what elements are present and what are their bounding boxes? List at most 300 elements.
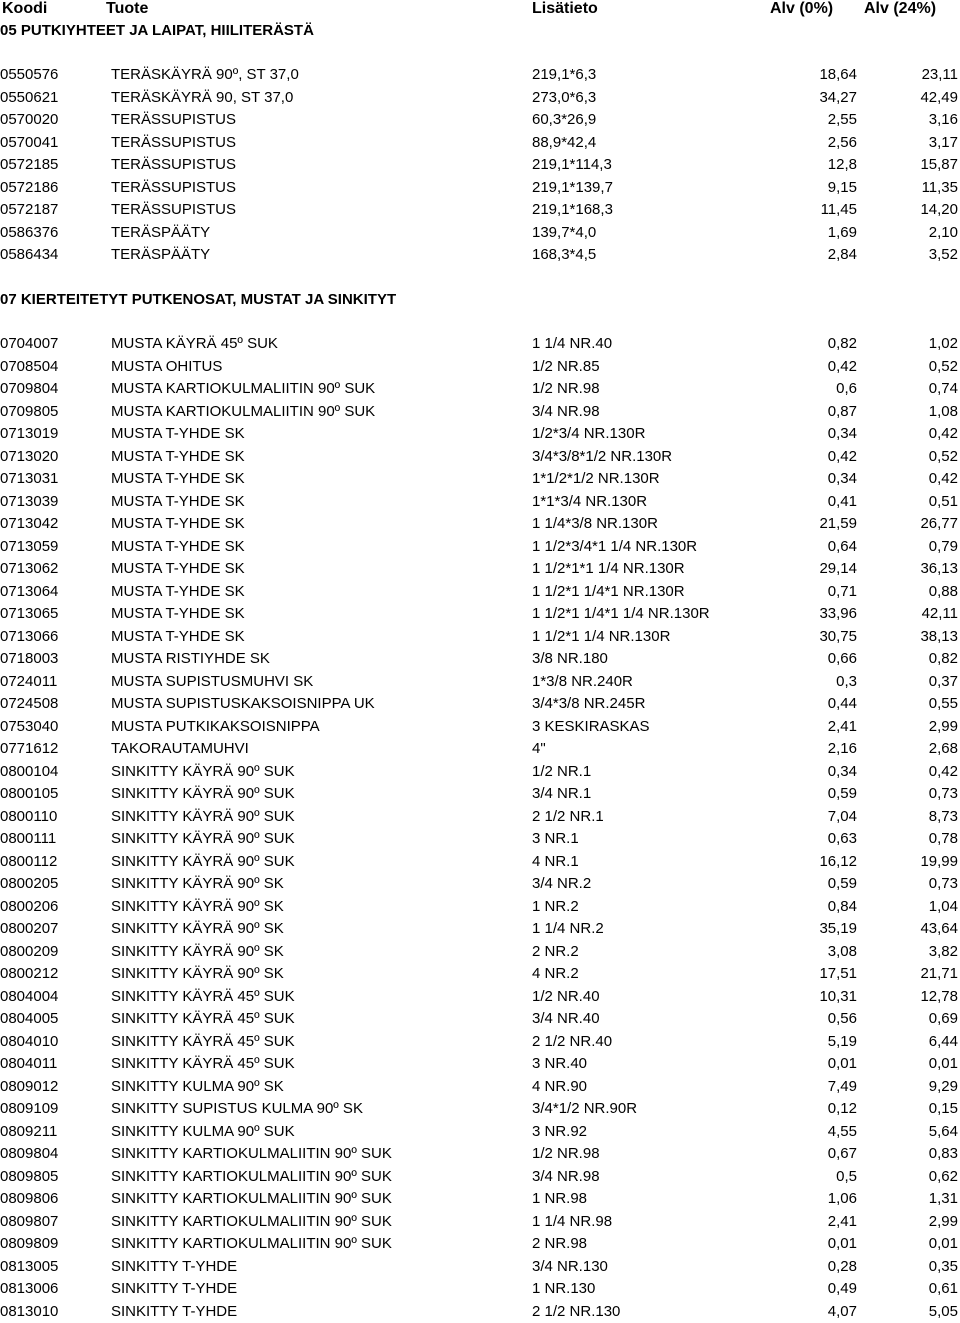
price-alv24: 0,42 — [929, 761, 958, 784]
price-alv0: 0,63 — [828, 828, 857, 851]
product-info: 2 1/2 NR.1 — [532, 806, 604, 829]
product-name: MUSTA T-YHDE SK — [111, 536, 245, 559]
product-code: 0704007 — [0, 333, 58, 356]
product-name: SINKITTY KÄYRÄ 45º SUK — [111, 1008, 295, 1031]
section-title: 05 PUTKIYHTEET JA LAIPAT, HIILITERÄSTÄ — [0, 22, 314, 40]
product-info: 1 1/4 NR.2 — [532, 918, 604, 941]
price-alv24: 21,71 — [920, 963, 958, 986]
price-alv0: 0,67 — [828, 1143, 857, 1166]
product-info: 3 NR.1 — [532, 828, 579, 851]
header-alv0: Alv (0%) — [770, 0, 833, 18]
product-info: 1 1/4*3/8 NR.130R — [532, 513, 658, 536]
product-name: SINKITTY T-YHDE — [111, 1301, 237, 1323]
table-row — [0, 941, 960, 964]
price-alv0: 7,49 — [828, 1076, 857, 1099]
price-alv0: 0,87 — [828, 401, 857, 424]
price-alv24: 3,82 — [929, 941, 958, 964]
product-info: 1*3/8 NR.240R — [532, 671, 633, 694]
product-info: 219,1*6,3 — [532, 64, 596, 87]
product-code: 0809809 — [0, 1233, 58, 1256]
product-info: 3/4 NR.98 — [532, 401, 600, 424]
price-alv0: 0,5 — [836, 1166, 857, 1189]
product-name: TERÄSPÄÄTY — [111, 222, 210, 245]
price-alv24: 0,88 — [929, 581, 958, 604]
price-alv24: 0,79 — [929, 536, 958, 559]
product-code: 0713042 — [0, 513, 58, 536]
table-row — [0, 491, 960, 514]
product-name: MUSTA OHITUS — [111, 356, 222, 379]
product-name: SINKITTY KÄYRÄ 90º SUK — [111, 851, 295, 874]
price-alv24: 0,01 — [929, 1233, 958, 1256]
price-alv0: 0,84 — [828, 896, 857, 919]
product-info: 3/4 NR.2 — [532, 873, 591, 896]
product-name: MUSTA T-YHDE SK — [111, 558, 245, 581]
product-code: 0724508 — [0, 693, 58, 716]
product-code: 0800110 — [0, 806, 57, 829]
product-name: SINKITTY KULMA 90º SK — [111, 1076, 284, 1099]
price-alv0: 0,34 — [828, 423, 857, 446]
table-row — [0, 154, 960, 177]
price-alv24: 0,42 — [929, 423, 958, 446]
product-name: MUSTA KARTIOKULMALIITIN 90º SUK — [111, 378, 375, 401]
price-alv24: 1,08 — [929, 401, 958, 424]
table-row — [0, 581, 960, 604]
price-alv0: 0,59 — [828, 873, 857, 896]
product-name: MUSTA KARTIOKULMALIITIN 90º SUK — [111, 401, 375, 424]
product-code: 0550576 — [0, 64, 58, 87]
product-name: SINKITTY T-YHDE — [111, 1278, 237, 1301]
header-tuote: Tuote — [106, 0, 148, 18]
product-info: 3/4 NR.98 — [532, 1166, 600, 1189]
table-row — [0, 626, 960, 649]
price-alv24: 11,35 — [922, 177, 958, 200]
price-alv24: 0,01 — [929, 1053, 958, 1076]
table-row — [0, 986, 960, 1009]
product-code: 0804010 — [0, 1031, 58, 1054]
product-name: SINKITTY SUPISTUS KULMA 90º SK — [111, 1098, 363, 1121]
product-code: 0800206 — [0, 896, 58, 919]
product-name: TERÄSSUPISTUS — [111, 177, 236, 200]
product-name: SINKITTY KARTIOKULMALIITIN 90º SUK — [111, 1188, 392, 1211]
price-alv0: 0,44 — [828, 693, 857, 716]
table-row — [0, 603, 960, 626]
table-row — [0, 806, 960, 829]
product-info: 60,3*26,9 — [532, 109, 596, 132]
product-info: 219,1*114,3 — [532, 154, 612, 177]
product-name: TAKORAUTAMUHVI — [111, 738, 249, 761]
table-row — [0, 896, 960, 919]
product-info: 3/4*3/8*1/2 NR.130R — [532, 446, 672, 469]
table-row — [0, 1256, 960, 1279]
price-alv0: 2,41 — [828, 1211, 857, 1234]
table-row — [0, 558, 960, 581]
price-alv0: 1,69 — [828, 222, 857, 245]
price-alv0: 29,14 — [819, 558, 857, 581]
table-row — [0, 828, 960, 851]
price-alv24: 0,42 — [929, 468, 958, 491]
product-name: SINKITTY KARTIOKULMALIITIN 90º SUK — [111, 1233, 392, 1256]
table-row — [0, 851, 960, 874]
price-alv0: 0,34 — [828, 761, 857, 784]
product-code: 0572187 — [0, 199, 58, 222]
table-row — [0, 177, 960, 200]
price-alv24: 3,52 — [929, 244, 958, 267]
table-row — [0, 378, 960, 401]
product-code: 0724011 — [0, 671, 57, 694]
product-name: MUSTA PUTKIKAKSOISNIPPA — [111, 716, 320, 739]
product-info: 3 NR.40 — [532, 1053, 587, 1076]
product-name: MUSTA RISTIYHDE SK — [111, 648, 270, 671]
product-name: SINKITTY KÄYRÄ 90º SK — [111, 896, 284, 919]
product-name: MUSTA T-YHDE SK — [111, 446, 245, 469]
table-row — [0, 1233, 960, 1256]
price-alv24: 8,73 — [929, 806, 958, 829]
price-alv24: 2,10 — [929, 222, 958, 245]
price-alv24: 3,16 — [929, 109, 958, 132]
table-row — [0, 761, 960, 784]
table-row — [0, 356, 960, 379]
price-alv24: 42,11 — [922, 603, 958, 626]
price-alv24: 0,55 — [929, 693, 958, 716]
price-alv0: 21,59 — [819, 513, 857, 536]
price-alv0: 10,31 — [819, 986, 857, 1009]
product-info: 219,1*139,7 — [532, 177, 613, 200]
product-code: 0753040 — [0, 716, 58, 739]
price-alv0: 0,12 — [828, 1098, 857, 1121]
header-lisatieto: Lisätieto — [532, 0, 598, 18]
table-row — [0, 918, 960, 941]
product-code: 0809211 — [0, 1121, 57, 1144]
product-code: 0800205 — [0, 873, 58, 896]
product-info: 2 1/2 NR.130 — [532, 1301, 620, 1323]
price-alv24: 0,51 — [929, 491, 958, 514]
product-name: SINKITTY KÄYRÄ 90º SK — [111, 941, 284, 964]
product-name: MUSTA T-YHDE SK — [111, 626, 245, 649]
price-alv0: 17,51 — [819, 963, 857, 986]
price-alv0: 2,16 — [828, 738, 857, 761]
product-code: 0713059 — [0, 536, 58, 559]
product-code: 0718003 — [0, 648, 58, 671]
product-code: 0771612 — [0, 738, 58, 761]
product-code: 0713066 — [0, 626, 58, 649]
price-alv24: 0,15 — [929, 1098, 958, 1121]
price-alv0: 0,3 — [836, 671, 857, 694]
product-code: 0813006 — [0, 1278, 58, 1301]
price-alv0: 16,12 — [819, 851, 857, 874]
product-code: 0804004 — [0, 986, 58, 1009]
price-alv0: 0,42 — [828, 356, 857, 379]
product-code: 0813010 — [0, 1301, 58, 1323]
product-info: 3/4 NR.130 — [532, 1256, 608, 1279]
product-code: 0800212 — [0, 963, 58, 986]
price-alv24: 2,68 — [929, 738, 958, 761]
product-info: 3/4 NR.1 — [532, 783, 591, 806]
product-name: TERÄSSUPISTUS — [111, 132, 236, 155]
table-row — [0, 873, 960, 896]
product-code: 0708504 — [0, 356, 58, 379]
price-alv0: 7,04 — [828, 806, 857, 829]
product-info: 1/2 NR.1 — [532, 761, 591, 784]
table-row — [0, 1143, 960, 1166]
product-code: 0809807 — [0, 1211, 58, 1234]
product-code: 0550621 — [0, 87, 58, 110]
product-name: SINKITTY KÄYRÄ 90º SK — [111, 873, 284, 896]
price-alv24: 0,73 — [929, 873, 958, 896]
price-alv24: 6,44 — [929, 1031, 958, 1054]
price-alv0: 2,84 — [828, 244, 857, 267]
product-name: SINKITTY KARTIOKULMALIITIN 90º SUK — [111, 1211, 392, 1234]
table-row — [0, 401, 960, 424]
product-code: 0709804 — [0, 378, 58, 401]
product-info: 1/2*3/4 NR.130R — [532, 423, 645, 446]
section-title: 07 KIERTEITETYT PUTKENOSAT, MUSTAT JA SINKITYT — [0, 291, 396, 309]
product-name: TERÄSSUPISTUS — [111, 109, 236, 132]
product-info: 1 1/4 NR.40 — [532, 333, 612, 356]
table-row — [0, 423, 960, 446]
table-row — [0, 64, 960, 87]
product-info: 1/2 NR.40 — [532, 986, 600, 1009]
product-info: 4 NR.1 — [532, 851, 579, 874]
price-alv0: 0,6 — [836, 378, 857, 401]
price-alv24: 0,35 — [929, 1256, 958, 1279]
product-info: 273,0*6,3 — [532, 87, 596, 110]
price-alv0: 0,49 — [828, 1278, 857, 1301]
product-code: 0804011 — [0, 1053, 57, 1076]
price-alv0: 35,19 — [819, 918, 857, 941]
price-alv24: 14,20 — [920, 199, 958, 222]
product-code: 0713031 — [0, 468, 58, 491]
product-code: 0586434 — [0, 244, 58, 267]
price-alv24: 5,64 — [929, 1121, 958, 1144]
price-alv0: 0,42 — [828, 446, 857, 469]
product-name: TERÄSSUPISTUS — [111, 199, 236, 222]
product-name: SINKITTY KÄYRÄ 90º SK — [111, 963, 284, 986]
product-info: 1 1/4 NR.98 — [532, 1211, 612, 1234]
product-info: 1*1*3/4 NR.130R — [532, 491, 647, 514]
product-code: 0713039 — [0, 491, 58, 514]
price-alv0: 4,55 — [828, 1121, 857, 1144]
product-name: MUSTA KÄYRÄ 45º SUK — [111, 333, 278, 356]
price-alv24: 1,04 — [929, 896, 958, 919]
table-row — [0, 1188, 960, 1211]
product-code: 0572185 — [0, 154, 58, 177]
price-alv24: 19,99 — [920, 851, 958, 874]
product-info: 2 1/2 NR.40 — [532, 1031, 612, 1054]
table-row — [0, 244, 960, 267]
product-code: 0800209 — [0, 941, 58, 964]
product-info: 88,9*42,4 — [532, 132, 596, 155]
price-alv0: 18,64 — [819, 64, 857, 87]
table-row — [0, 1166, 960, 1189]
price-alv24: 0,37 — [929, 671, 958, 694]
price-alv0: 0,56 — [828, 1008, 857, 1031]
price-alv24: 0,83 — [929, 1143, 958, 1166]
product-name: SINKITTY T-YHDE — [111, 1256, 237, 1279]
price-alv0: 0,41 — [828, 491, 857, 514]
table-row — [0, 1278, 960, 1301]
product-code: 0809109 — [0, 1098, 58, 1121]
product-name: SINKITTY KARTIOKULMALIITIN 90º SUK — [111, 1143, 392, 1166]
table-row — [0, 536, 960, 559]
table-row — [0, 783, 960, 806]
price-alv0: 0,01 — [828, 1233, 857, 1256]
price-alv0: 5,19 — [828, 1031, 857, 1054]
product-info: 3/8 NR.180 — [532, 648, 608, 671]
product-info: 1/2 NR.98 — [532, 378, 600, 401]
product-info: 3/4 NR.40 — [532, 1008, 600, 1031]
product-name: MUSTA T-YHDE SK — [111, 423, 245, 446]
price-alv0: 4,07 — [828, 1301, 857, 1323]
product-info: 4 NR.2 — [532, 963, 579, 986]
table-row — [0, 109, 960, 132]
table-row — [0, 1076, 960, 1099]
price-alv24: 2,99 — [929, 716, 958, 739]
product-code: 0713062 — [0, 558, 58, 581]
price-alv0: 1,06 — [828, 1188, 857, 1211]
product-info: 1/2 NR.85 — [532, 356, 600, 379]
product-name: SINKITTY KÄYRÄ 90º SUK — [111, 761, 295, 784]
table-row — [0, 87, 960, 110]
table-row — [0, 1098, 960, 1121]
header-koodi: Koodi — [2, 0, 47, 18]
product-code: 0813005 — [0, 1256, 58, 1279]
table-row — [0, 513, 960, 536]
product-info: 168,3*4,5 — [532, 244, 596, 267]
table-row — [0, 671, 960, 694]
table-row — [0, 333, 960, 356]
price-alv24: 3,17 — [929, 132, 958, 155]
price-alv24: 0,74 — [929, 378, 958, 401]
table-row — [0, 199, 960, 222]
product-info: 3 NR.92 — [532, 1121, 587, 1144]
product-code: 0570041 — [0, 132, 58, 155]
product-name: MUSTA SUPISTUSKAKSOISNIPPA UK — [111, 693, 375, 716]
price-alv24: 0,69 — [929, 1008, 958, 1031]
price-alv24: 9,29 — [929, 1076, 958, 1099]
price-alv0: 0,66 — [828, 648, 857, 671]
product-name: MUSTA T-YHDE SK — [111, 468, 245, 491]
product-code: 0800207 — [0, 918, 58, 941]
product-info: 1*1/2*1/2 NR.130R — [532, 468, 660, 491]
table-row — [0, 693, 960, 716]
product-info: 219,1*168,3 — [532, 199, 613, 222]
product-name: SINKITTY KÄYRÄ 90º SUK — [111, 783, 295, 806]
price-alv0: 0,64 — [828, 536, 857, 559]
price-alv24: 0,52 — [929, 446, 958, 469]
product-name: MUSTA T-YHDE SK — [111, 513, 245, 536]
price-alv0: 0,59 — [828, 783, 857, 806]
table-row — [0, 648, 960, 671]
product-name: MUSTA T-YHDE SK — [111, 603, 245, 626]
price-alv24: 43,64 — [920, 918, 958, 941]
price-alv24: 0,52 — [929, 356, 958, 379]
product-name: TERÄSSUPISTUS — [111, 154, 236, 177]
product-info: 139,7*4,0 — [532, 222, 596, 245]
product-code: 0800111 — [0, 828, 56, 851]
product-info: 1/2 NR.98 — [532, 1143, 600, 1166]
price-alv24: 23,11 — [922, 64, 958, 87]
price-alv0: 9,15 — [828, 177, 857, 200]
product-code: 0804005 — [0, 1008, 58, 1031]
product-name: MUSTA SUPISTUSMUHVI SK — [111, 671, 313, 694]
price-alv0: 0,71 — [828, 581, 857, 604]
price-alv24: 12,78 — [920, 986, 958, 1009]
product-code: 0713020 — [0, 446, 58, 469]
product-code: 0709805 — [0, 401, 58, 424]
price-alv0: 34,27 — [819, 87, 857, 110]
product-name: TERÄSKÄYRÄ 90, ST 37,0 — [111, 87, 293, 110]
product-info: 1 1/2*1 1/4 NR.130R — [532, 626, 670, 649]
product-info: 1 NR.2 — [532, 896, 579, 919]
price-alv24: 26,77 — [920, 513, 958, 536]
price-alv0: 30,75 — [819, 626, 857, 649]
price-alv24: 42,49 — [920, 87, 958, 110]
price-alv24: 0,78 — [929, 828, 958, 851]
price-alv24: 38,13 — [920, 626, 958, 649]
table-row — [0, 1031, 960, 1054]
product-code: 0809806 — [0, 1188, 58, 1211]
price-alv0: 12,8 — [828, 154, 857, 177]
product-code: 0713019 — [0, 423, 58, 446]
table-row — [0, 1008, 960, 1031]
product-code: 0713065 — [0, 603, 58, 626]
product-code: 0570020 — [0, 109, 58, 132]
product-list — [0, 333, 960, 1323]
product-list — [0, 64, 960, 267]
price-alv24: 36,13 — [920, 558, 958, 581]
product-name: SINKITTY KÄYRÄ 45º SUK — [111, 1053, 295, 1076]
product-info: 1 1/2*1*1 1/4 NR.130R — [532, 558, 685, 581]
price-alv0: 2,55 — [828, 109, 857, 132]
product-name: SINKITTY KULMA 90º SUK — [111, 1121, 295, 1144]
table-row — [0, 1053, 960, 1076]
table-row — [0, 1211, 960, 1234]
price-alv24: 15,87 — [920, 154, 958, 177]
price-alv0: 33,96 — [819, 603, 857, 626]
product-name: MUSTA T-YHDE SK — [111, 581, 245, 604]
price-alv24: 2,99 — [929, 1211, 958, 1234]
table-row — [0, 738, 960, 761]
product-name: MUSTA T-YHDE SK — [111, 491, 245, 514]
price-alv24: 1,31 — [929, 1188, 958, 1211]
product-code: 0586376 — [0, 222, 58, 245]
product-code: 0800104 — [0, 761, 58, 784]
price-alv0: 2,41 — [828, 716, 857, 739]
price-alv0: 0,34 — [828, 468, 857, 491]
table-row — [0, 1121, 960, 1144]
product-info: 1 NR.98 — [532, 1188, 587, 1211]
product-info: 4" — [532, 738, 546, 761]
product-code: 0809012 — [0, 1076, 58, 1099]
product-code: 0572186 — [0, 177, 58, 200]
product-name: SINKITTY KÄYRÄ 90º SUK — [111, 806, 295, 829]
product-name: TERÄSKÄYRÄ 90º, ST 37,0 — [111, 64, 299, 87]
product-info: 3/4*3/8 NR.245R — [532, 693, 645, 716]
table-row — [0, 1301, 960, 1323]
table-row — [0, 716, 960, 739]
price-alv24: 1,02 — [929, 333, 958, 356]
price-alv0: 0,01 — [828, 1053, 857, 1076]
product-info: 2 NR.98 — [532, 1233, 587, 1256]
table-row — [0, 963, 960, 986]
product-name: SINKITTY KARTIOKULMALIITIN 90º SUK — [111, 1166, 392, 1189]
product-name: TERÄSPÄÄTY — [111, 244, 210, 267]
product-code: 0809805 — [0, 1166, 58, 1189]
price-alv0: 3,08 — [828, 941, 857, 964]
product-name: SINKITTY KÄYRÄ 90º SK — [111, 918, 284, 941]
price-alv24: 0,73 — [929, 783, 958, 806]
product-code: 0713064 — [0, 581, 58, 604]
